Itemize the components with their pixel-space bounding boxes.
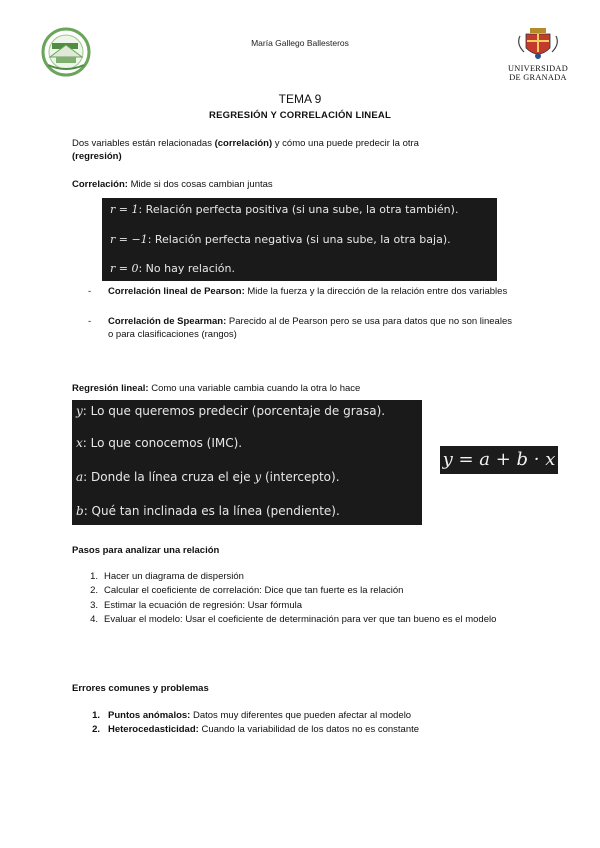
correlation-text: Mide si dos cosas cambian juntas (127, 179, 273, 190)
math-term: r = 1 (110, 203, 139, 216)
dash-bullet: - (88, 286, 92, 297)
regression-label: Regresión lineal: (72, 383, 149, 394)
row-text: : No hay relación. (138, 262, 235, 275)
error-text: Datos muy diferentes que pueden afectar al modelo (190, 710, 412, 721)
list-item (88, 285, 528, 298)
steps-heading (72, 544, 512, 557)
row-text: : Lo que conocemos (IMC). (82, 436, 243, 450)
errors-heading (72, 682, 512, 695)
steps-heading-text: Pasos para analizar una relación (72, 545, 220, 556)
step-item (90, 570, 534, 583)
step-item (90, 613, 534, 626)
correlation-value-row (110, 233, 451, 246)
step-number: 1. (90, 571, 98, 582)
error-text: Cuando la variabilidad de los datos no es constante (198, 724, 420, 735)
author-name: María Gallego Ballesteros (251, 38, 349, 48)
topic-title: TEMA 9 (278, 92, 322, 106)
row-text: : Relación perfecta positiva (si una sube, la otra también). (138, 203, 459, 216)
error-item (92, 723, 538, 736)
regression-variables-box (72, 400, 422, 525)
error-item (92, 709, 538, 722)
math-term: b (76, 504, 84, 518)
row-text: (intercepto). (261, 470, 340, 484)
errors-heading-text: Errores comunes y problemas (72, 683, 209, 694)
error-number: 1. (92, 710, 100, 721)
step-text: Calcular el coeficiente de correlación: Dice que tan fuerte es la relación (104, 585, 404, 596)
variable-row (76, 404, 385, 418)
list-item (88, 315, 528, 341)
regression-definition (72, 382, 512, 395)
row-text: : Relación perfecta negativa (si una sube, la otra baja). (147, 233, 451, 246)
math-term: y (76, 404, 83, 418)
math-term: r = 0 (110, 262, 139, 275)
step-item (90, 584, 534, 597)
math-term: r = −1 (110, 233, 148, 246)
bullet-label: Correlación lineal de Pearson: (108, 286, 245, 297)
topic-subtitle: REGRESIÓN Y CORRELACIÓN LINEAL (209, 110, 391, 121)
regression-formula: y = a + b · x (440, 446, 558, 474)
step-item (90, 599, 534, 612)
bullet-label: Correlación de Spearman: (108, 316, 227, 327)
intro-text-2: y cómo una puede predecir la otra (272, 138, 419, 149)
variable-row (76, 436, 242, 450)
correlation-definition (72, 178, 512, 191)
math-term: x (76, 436, 83, 450)
math-term: a (76, 470, 84, 484)
intro-bold-1: (correlación) (214, 138, 273, 149)
regression-text: Como una variable cambia cuando la otra lo hace (148, 383, 361, 394)
university-logo-line1: UNIVERSIDAD (508, 64, 568, 73)
step-number: 3. (90, 600, 98, 611)
correlation-value-row (110, 262, 235, 275)
intro-bold-2: (regresión) (72, 151, 122, 162)
math-term: y (254, 470, 262, 484)
step-text: Estimar la ecuación de regresión: Usar fórmula (104, 600, 303, 611)
row-text: : Lo que queremos predecir (porcentaje de grasa). (82, 404, 386, 418)
variable-row (76, 504, 340, 518)
correlation-value-row (110, 203, 458, 216)
intro-paragraph (72, 137, 512, 163)
bullet-text: Parecido al de Pearson pero se usa para datos que no son lineales o para clasificaciones (rangos) (108, 316, 512, 340)
dash-bullet: - (88, 316, 92, 327)
error-label: Puntos anómalos: (108, 710, 191, 721)
step-number: 2. (90, 585, 98, 596)
error-label: Heterocedasticidad: (108, 724, 199, 735)
intro-text-1: Dos variables están relacionadas (72, 138, 215, 149)
university-logo-line2: DE GRANADA (509, 73, 567, 82)
coat-of-arms-icon (500, 26, 576, 62)
correlation-label: Correlación: (72, 179, 128, 190)
step-text: Hacer un diagrama de dispersión (104, 571, 244, 582)
row-text: : Qué tan inclinada es la línea (pendiente). (83, 504, 340, 518)
university-logo (500, 26, 576, 88)
step-text: Evaluar el modelo: Usar el coeficiente de determinación para ver que tan bueno es el modelo (104, 614, 497, 625)
correlation-values-box (102, 198, 497, 281)
step-number: 4. (90, 614, 98, 625)
row-text: : Donde la línea cruza el eje (83, 470, 255, 484)
bullet-text: Mide la fuerza y la dirección de la relación entre dos variables (244, 286, 508, 297)
left-logo-icon (36, 27, 96, 77)
error-number: 2. (92, 724, 100, 735)
variable-row (76, 470, 340, 484)
